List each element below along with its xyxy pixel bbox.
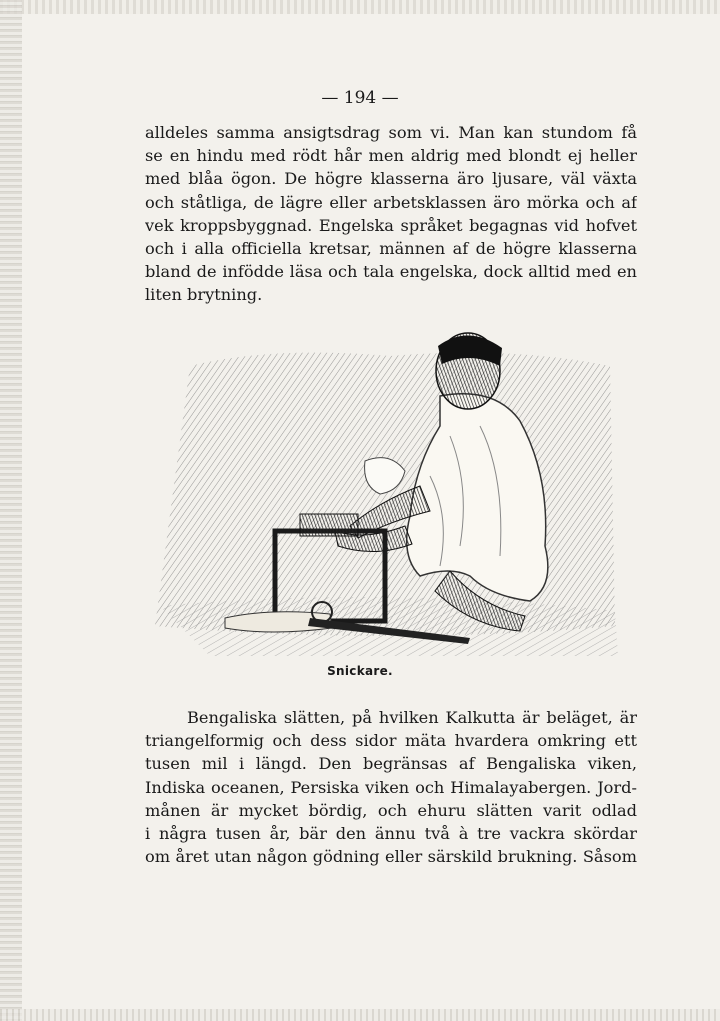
text-line: Bengaliska slätten, på hvilken Kalkutta är beläget, är bbox=[187, 708, 637, 727]
text-line: månen är mycket bördig, och ehuru slätten varit odlad bbox=[145, 800, 637, 820]
scan-edge-bottom bbox=[0, 1009, 720, 1021]
text-line: bland de infödde läsa och tala engelska, dock alltid med en bbox=[145, 262, 637, 282]
scan-edge-top bbox=[0, 0, 720, 14]
page-number: — 194 — bbox=[321, 88, 399, 108]
text-line: triangelformig och dess sidor mäta hvardera omkring ett bbox=[145, 731, 637, 751]
text-line: alldeles samma ansigtsdrag som vi. Man kan stundom få bbox=[145, 123, 637, 142]
text-line: och ståtliga, de lägre eller arbetsklassen äro mörka och af bbox=[145, 192, 637, 212]
plane-tool bbox=[300, 514, 358, 536]
text-line: tusen mil i längd. Den begränsas af Bengaliska viken, bbox=[145, 754, 637, 774]
scan-edge-left bbox=[0, 0, 22, 1021]
carpenter-engraving bbox=[150, 326, 620, 658]
text-line: i några tusen år, bär den ännu två à tre vackra skördar bbox=[145, 824, 637, 844]
text-line: med blåa ögon. De högre klasserna äro ljusare, väl växta bbox=[145, 169, 637, 189]
text-line: om året utan någon gödning eller särskild brukning. Såsom bbox=[145, 847, 637, 867]
text-line: se en hindu med rödt hår men aldrig med blondt ej heller bbox=[145, 146, 637, 166]
paragraph-2 bbox=[145, 706, 637, 868]
text-line: Indiska oceanen, Persiska viken och Himalayabergen. Jord- bbox=[145, 777, 637, 797]
text-line: liten brytning. bbox=[145, 285, 263, 305]
paragraph-1 bbox=[145, 121, 637, 307]
figure-caption: Snickare. bbox=[327, 664, 393, 678]
text-line: vek kroppsbyggnad. Engelska språket begagnas vid hofvet bbox=[145, 215, 637, 235]
text-line: och i alla officiella kretsar, männen af de högre klasserna bbox=[145, 239, 637, 259]
